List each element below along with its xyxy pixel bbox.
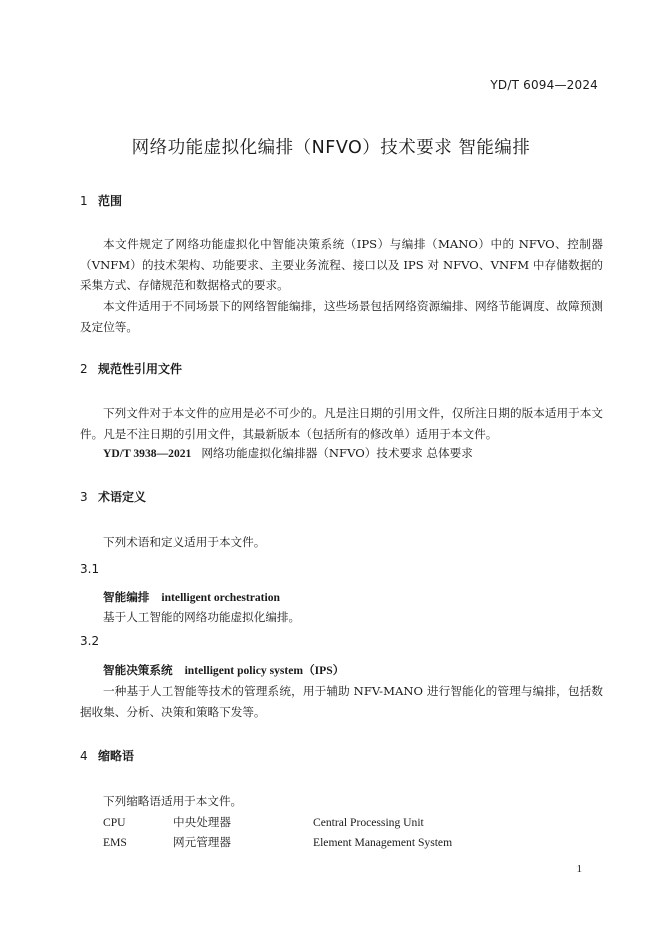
abbreviation-row xyxy=(103,834,563,850)
term-zh: 智能决策系统 xyxy=(103,663,173,677)
term-3-1-definition: 基于人工智能的网络功能虚拟化编排。 xyxy=(103,610,301,624)
section-4-intro: 下列缩略语适用于本文件。 xyxy=(103,794,243,808)
term-en: intelligent orchestration xyxy=(161,591,280,604)
section-number: 1 xyxy=(80,194,88,208)
section-title: 范围 xyxy=(98,194,123,208)
abbreviation: EMS xyxy=(103,836,127,849)
term-3-1-number: 3.1 xyxy=(80,562,100,576)
section-number: 3 xyxy=(80,490,88,504)
section-number: 4 xyxy=(80,749,88,763)
term-zh: 智能编排 xyxy=(103,590,150,604)
term-3-1-name xyxy=(103,589,280,605)
abbreviation-en: Element Management System xyxy=(313,836,453,849)
abbreviation-zh: 网元管理器 xyxy=(173,835,231,849)
section-4-heading xyxy=(80,747,134,764)
page-number: 1 xyxy=(576,863,582,875)
abbreviation-row xyxy=(103,814,563,830)
abbreviation: CPU xyxy=(103,816,126,829)
reference-title: 网络功能虚拟化编排器（NFVO）技术要求 总体要求 xyxy=(201,446,473,460)
section-3-intro: 下列术语和定义适用于本文件。 xyxy=(103,535,266,549)
abbreviation-zh: 中央处理器 xyxy=(173,815,231,829)
section-number: 2 xyxy=(80,362,88,376)
term-3-2-name xyxy=(103,662,344,678)
term-3-2-number: 3.2 xyxy=(80,634,100,648)
term-3-2-definition: 一种基于人工智能等技术的管理系统，用于辅助 NFV-MANO 进行智能化的管理与编排，包括数据收集、分析、决策和策略下发等。 xyxy=(80,684,603,719)
normative-reference xyxy=(103,445,473,461)
section-title: 术语定义 xyxy=(98,490,147,504)
section-1-paragraph-2: 本文件适用于不同场景下的网络智能编排，这些场景包括网络资源编排、网络节能调度、故障预测及定位等。 xyxy=(80,299,603,334)
section-2-paragraph: 下列文件对于本文件的应用是必不可少的。凡是注日期的引用文件，仅所注日期的版本适用于本文件。凡是不注日期的引用文件，其最新版本（包括所有的修改单）适用于本文件。 xyxy=(80,406,603,441)
section-1-paragraph-1: 本文件规定了网络功能虚拟化中智能决策系统（IPS）与编排（MANO）中的 NFVO、控制器（VNFM）的技术架构、功能要求、主要业务流程、接口以及 IPS 对 NFVO、VNFM 中存储数据的采集方式、存储规范和数据格式的要求。 xyxy=(80,237,603,292)
document-title: 网络功能虚拟化编排（NFVO）技术要求 智能编排 xyxy=(131,138,531,158)
abbreviation-en: Central Processing Unit xyxy=(313,816,424,829)
standard-code: YD/T 6094—2024 xyxy=(490,78,598,92)
term-en: intelligent policy system（IPS） xyxy=(184,664,345,677)
section-title: 规范性引用文件 xyxy=(98,362,183,376)
section-1-heading xyxy=(80,192,122,209)
reference-code: YD/T 3938—2021 xyxy=(103,447,192,460)
section-2-heading xyxy=(80,360,182,377)
section-title: 缩略语 xyxy=(98,749,135,763)
section-3-heading xyxy=(80,488,146,505)
